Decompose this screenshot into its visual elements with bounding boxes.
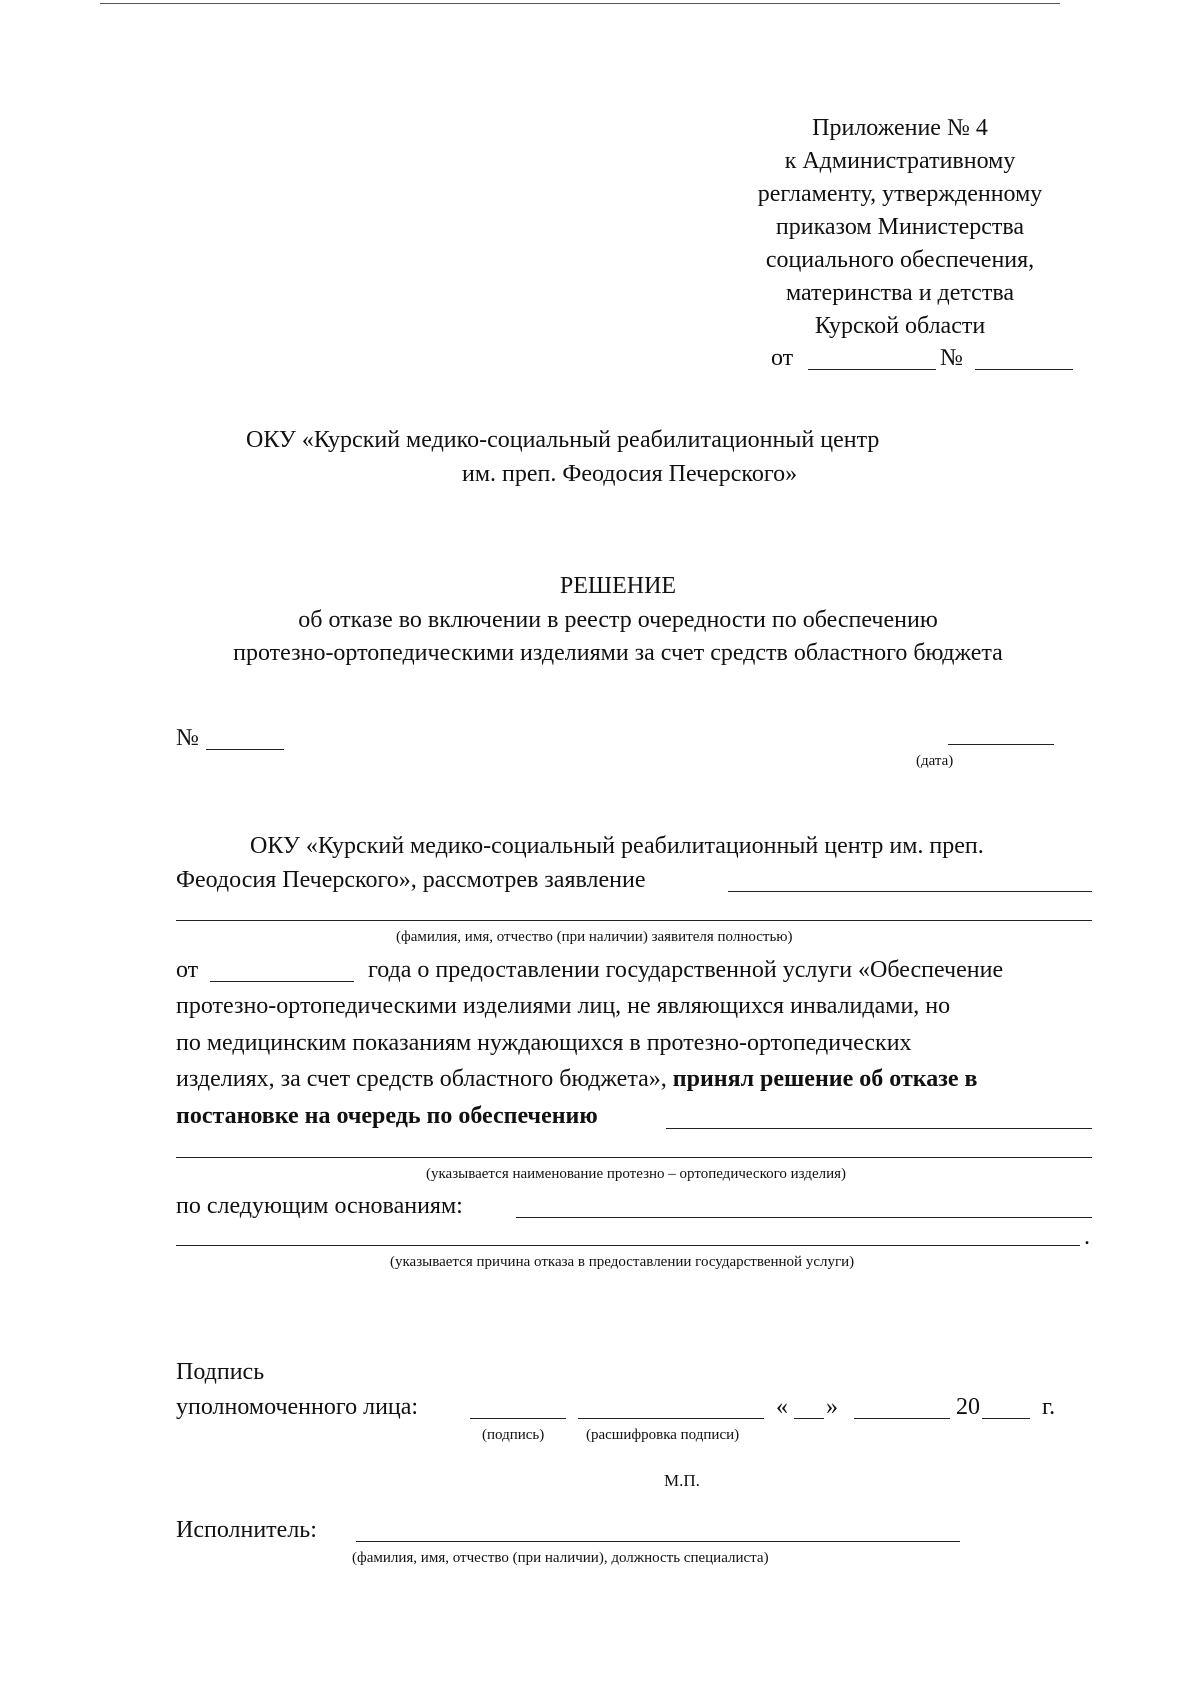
body-line-bold: постановке на очередь по обеспечению [176, 1103, 598, 1129]
decision-subtitle: протезно-ортопедическими изделиями за счет средств областного бюджета [233, 640, 1003, 666]
body-from-label: от [176, 957, 199, 983]
organization-line1: ОКУ «Курский медико-социальный реабилитационный центр [246, 427, 880, 453]
grounds-line[interactable] [516, 1217, 1092, 1218]
product-name-line[interactable] [176, 1157, 1092, 1158]
decoding-caption: (расшифровка подписи) [586, 1427, 740, 1443]
body-line: по медицинским показаниям нуждающихся в протезно-ортопедических [176, 1030, 912, 1056]
grounds-label: по следующим основаниям: [176, 1193, 463, 1219]
year-prefix: 20 [956, 1394, 980, 1420]
body-line: протезно-ортопедическими изделиями лиц, не являющихся инвалидами, но [176, 993, 951, 1019]
signature-caption: (подпись) [482, 1427, 545, 1443]
stamp-label: М.П. [664, 1471, 700, 1490]
quote-close: » [826, 1394, 838, 1420]
applicant-caption: (фамилия, имя, отчество (при наличии) заявителя полностью) [396, 929, 793, 945]
appendix-line: социального обеспечения, [765, 247, 1035, 273]
year-suffix: г. [1042, 1394, 1056, 1420]
body-text-normal: изделиях, за счет средств областного бюджета», [176, 1066, 673, 1092]
decision-subtitle: об отказе во включении в реестр очередности по обеспечению [298, 607, 938, 633]
signature-label: Подпись [176, 1359, 265, 1385]
body-line: Феодосия Печерского», рассмотрев заявление [176, 867, 646, 893]
decision-number-line[interactable] [206, 749, 284, 750]
appendix-line: приказом Министерства [775, 214, 1025, 240]
applicant-name-line[interactable] [176, 920, 1092, 921]
product-line[interactable] [666, 1128, 1092, 1129]
decision-number-sign: № [176, 725, 199, 751]
application-line[interactable] [728, 891, 1092, 892]
reason-caption: (указывается причина отказа в предоставлении государственной услуги) [390, 1254, 855, 1270]
scan-top-edge [100, 3, 1060, 4]
appendix-date-line[interactable] [808, 369, 936, 370]
grounds-reason-line[interactable] [176, 1245, 1080, 1246]
grounds-period: . [1084, 1224, 1090, 1250]
signature-decoding-line[interactable] [578, 1418, 764, 1419]
body-line [176, 1063, 977, 1096]
signature-line[interactable] [470, 1418, 566, 1419]
appendix-line: к Административному [784, 148, 1016, 174]
appendix-from-label: от [771, 345, 794, 371]
appendix-line: Приложение № 4 [812, 115, 988, 141]
appendix-number-line[interactable] [975, 369, 1073, 370]
executor-line[interactable] [356, 1541, 960, 1542]
organization-line2: им. преп. Феодосия Печерского» [462, 461, 798, 487]
month-line[interactable] [854, 1418, 950, 1419]
appendix-block [700, 112, 1100, 343]
body-text-bold: принял решение об отказе в [672, 1066, 978, 1092]
appendix-number-sign: № [940, 345, 963, 371]
application-date-line[interactable] [210, 981, 354, 982]
decision-date-line[interactable] [948, 744, 1054, 745]
body-line: года о предоставлении государственной услуги «Обеспечение [368, 957, 1004, 983]
product-caption: (указывается наименование протезно – ортопедического изделия) [426, 1166, 847, 1182]
executor-caption: (фамилия, имя, отчество (при наличии), должность специалиста) [352, 1550, 769, 1566]
day-line[interactable] [794, 1418, 824, 1419]
decision-title: РЕШЕНИЕ [559, 573, 677, 599]
appendix-line: материнства и детства [786, 280, 1014, 306]
year-line[interactable] [982, 1418, 1030, 1419]
executor-label: Исполнитель: [176, 1517, 317, 1543]
quote-open: « [776, 1394, 788, 1420]
body-line: ОКУ «Курский медико-социальный реабилитационный центр им. преп. [250, 833, 984, 859]
appendix-line: регламенту, утвержденному [757, 181, 1043, 207]
appendix-line: Курской области [814, 313, 986, 339]
date-caption: (дата) [916, 753, 954, 769]
signature-label: уполномоченного лица: [176, 1394, 419, 1420]
